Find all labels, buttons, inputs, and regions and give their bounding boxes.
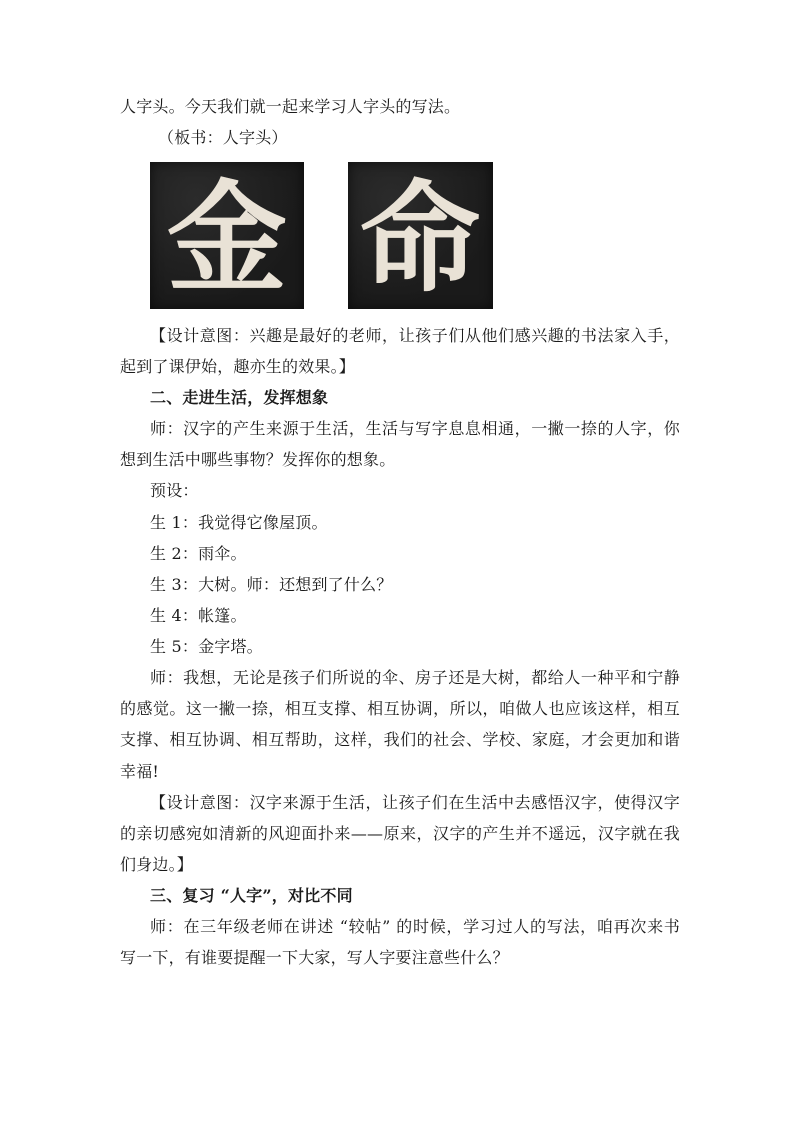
student-answer-5: 生 5：金字塔。 [150, 637, 263, 656]
design-intent-2-line-1: 【设计意图：汉字来源于生活，让孩子们在生活中去感悟汉字，使得汉字 [150, 793, 680, 812]
student-answer-3: 生 3：大树。师：还想到了什么？ [150, 575, 393, 594]
design-intent-2-line-3: 们身边。】 [120, 855, 194, 874]
teacher-review-line-2: 写一下，有谁要提醒一下大家，写人字要注意些什么？ [120, 948, 509, 967]
calligraphy-ming-icon [348, 162, 493, 309]
calligraphy-jin-icon [150, 162, 304, 309]
calligraphy-image-jin [150, 162, 304, 309]
board-note: （板书：人字头） [158, 128, 288, 147]
calligraphy-char-jin: 金 [167, 168, 287, 309]
design-intent-2-line-2: 的亲切感宛如清新的风迎面扑来——原来，汉字的产生并不遥远，汉字就在我 [120, 824, 680, 843]
teacher-reflection-line-3: 支撑、相互协调、相互帮助，这样，我们的社会、学校、家庭，才会更加和谐 [120, 730, 680, 749]
student-answer-4: 生 4：帐篷。 [150, 606, 247, 625]
design-intent-1-line-2: 起到了课伊始，趣亦生的效果。】 [120, 357, 356, 376]
teacher-review-line-1: 师：在三年级老师在讲述 “较帖” 的时候，学习过人的写法，咱再次来书 [150, 917, 680, 936]
text-line-1: 人字头。今天我们就一起来学习人字头的写法。 [120, 97, 461, 116]
design-intent-1-line-1: 【设计意图：兴趣是最好的老师，让孩子们从他们感兴趣的书法家入手， [150, 326, 680, 345]
calligraphy-image-ming [348, 162, 493, 309]
teacher-line-1: 师：汉字的产生来源于生活，生活与写字息息相通，一撇一捺的人字，你 [150, 419, 680, 438]
student-answer-2: 生 2：雨伞。 [150, 544, 247, 563]
preset-label: 预设： [150, 481, 199, 500]
student-answer-1: 生 1：我觉得它像屋顶。 [150, 513, 328, 532]
calligraphy-char-ming: 命 [360, 168, 480, 309]
teacher-reflection-line-1: 师：我想，无论是孩子们所说的伞、房子还是大树，都给人一种平和宁静 [150, 668, 680, 687]
section-heading-3: 三、复习 “人字”，对比不同 [150, 886, 353, 905]
teacher-reflection-line-2: 的感觉。这一撇一捺，相互支撑、相互协调，所以，咱做人也应该这样，相互 [120, 699, 680, 718]
teacher-reflection-line-4: 幸福! [120, 762, 160, 781]
section-heading-2: 二、走进生活，发挥想象 [150, 388, 329, 407]
teacher-line-2: 想到生活中哪些事物？发挥你的想象。 [120, 450, 396, 469]
